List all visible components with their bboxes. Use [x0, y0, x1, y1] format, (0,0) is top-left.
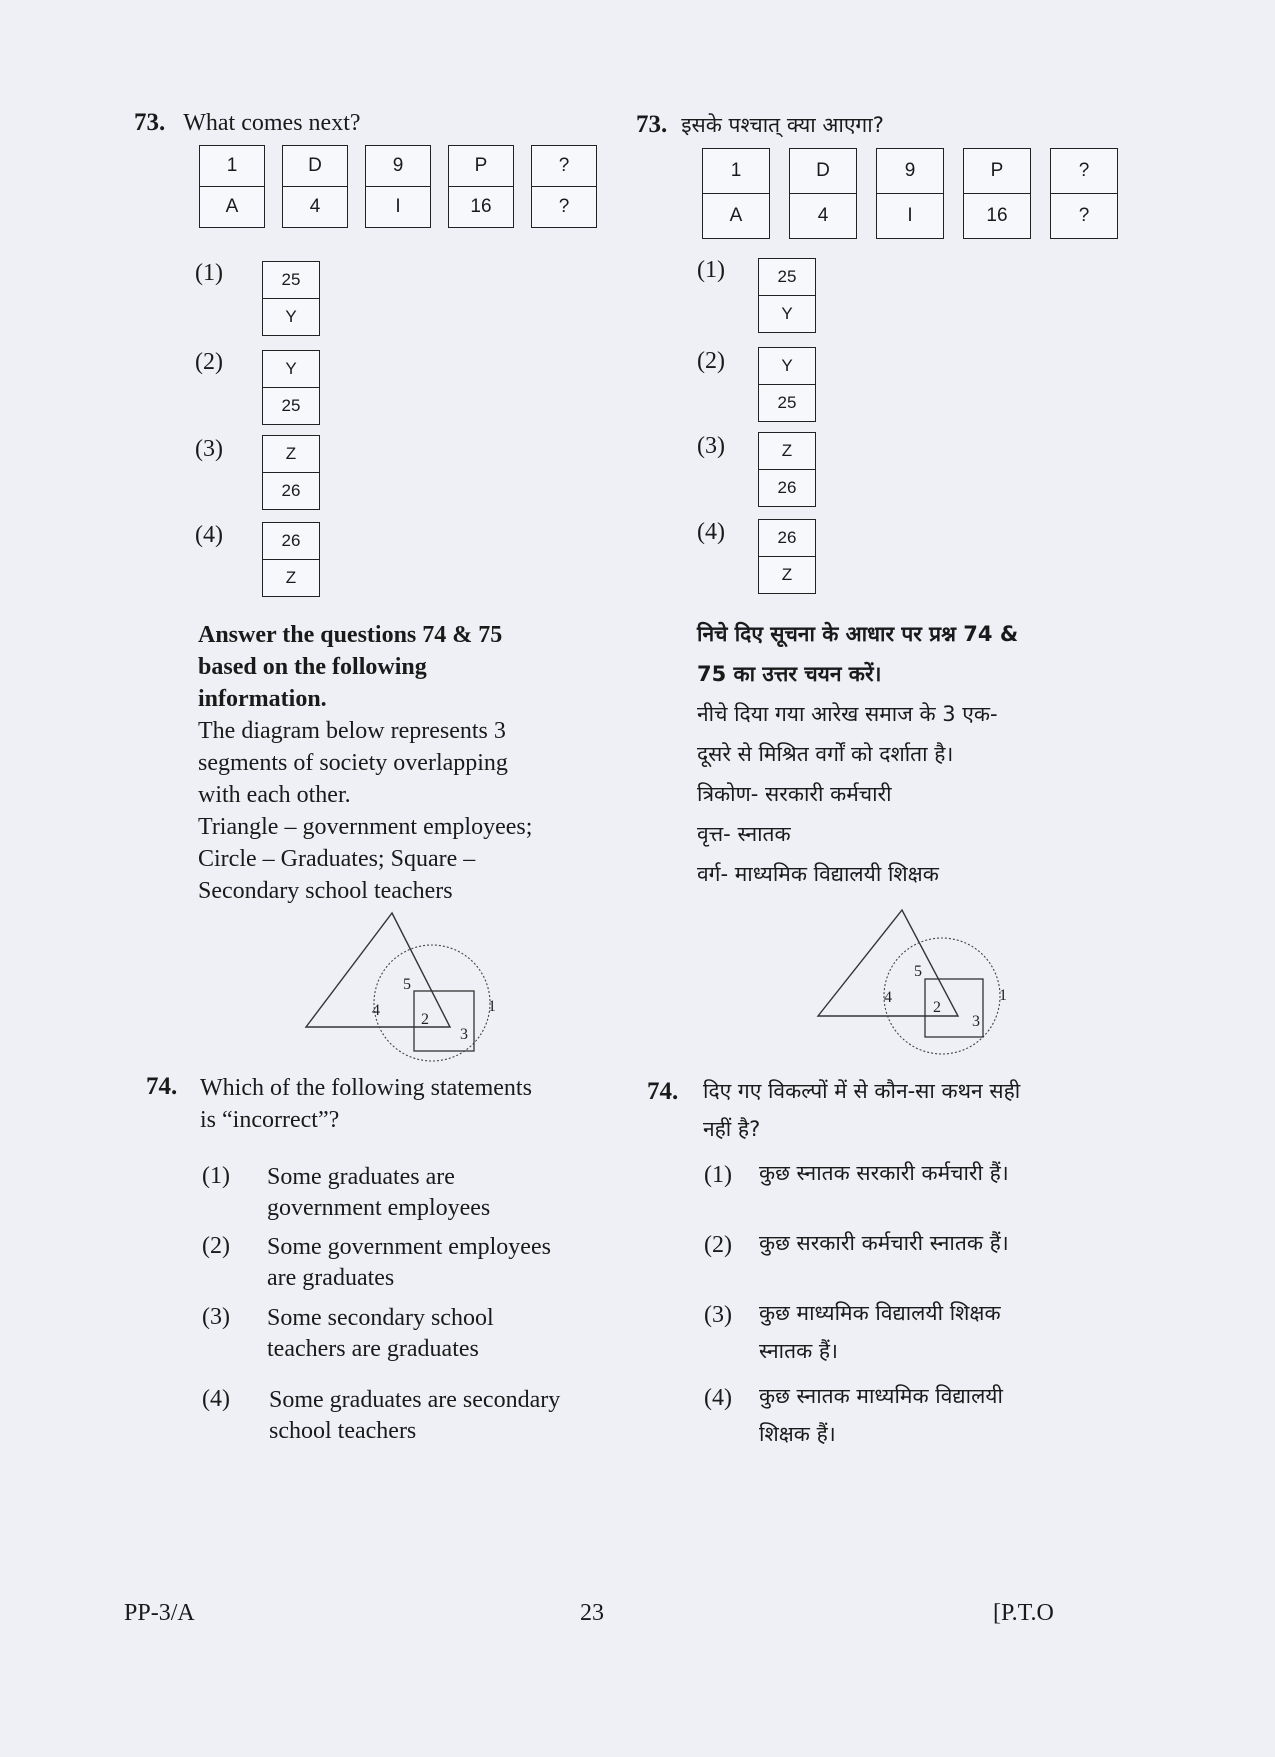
info-en: [198, 619, 598, 907]
q74-en-option-label: (4): [202, 1386, 230, 1412]
q74-en-option-text: Some secondary school teachers are graduates: [267, 1305, 494, 1362]
sequence-cell: 9 I: [365, 145, 431, 228]
q74-en-option-text: Some government employees are graduates: [267, 1234, 551, 1291]
q73-en-option-box: 26 Z: [262, 522, 320, 597]
q73-hi-option-box: Y 25: [758, 347, 816, 422]
sequence-cell: ? ?: [531, 145, 597, 228]
region-label: 1: [999, 987, 1007, 1004]
region-label: 4: [372, 1002, 380, 1019]
q73-en-option-label: (1): [195, 260, 223, 286]
venn-diagram-en: [300, 905, 530, 1065]
q74-en-option-label: (3): [202, 1304, 230, 1330]
venn-diagram-hi: [812, 902, 1042, 1062]
sequence-cell: P 16: [448, 145, 514, 228]
q73-en-option-label: (3): [195, 436, 223, 462]
page-number: 23: [580, 1600, 604, 1626]
q74-en-option-label: (2): [202, 1233, 230, 1259]
circle-shape: [374, 945, 490, 1061]
region-label: 3: [972, 1013, 980, 1030]
q74-hi-option-label: (3): [704, 1302, 732, 1328]
q74-hi-option-text: कुछ माध्यमिक विद्यालयी शिक्षक स्नातक हैं।: [759, 1301, 1001, 1363]
q74-hi-option-label: (2): [704, 1232, 732, 1258]
q73-hi-number: 73.: [636, 111, 668, 138]
sequence-cell: 1 A: [702, 148, 770, 239]
q74-hi-option-text: कुछ सरकारी कर्मचारी स्नातक हैं।: [759, 1231, 1009, 1255]
q74-en-option-text: Some graduates are secondary school teachers: [269, 1387, 561, 1444]
q73-en-number: 73.: [134, 109, 166, 136]
info-en-heading: Answer the questions 74 & 75 based on the following information.: [198, 622, 503, 712]
q73-hi-option-label: (2): [697, 348, 725, 374]
q74-hi-option-text: कुछ स्नातक सरकारी कर्मचारी हैं।: [759, 1161, 1009, 1185]
q73-en-sequence: [199, 145, 597, 228]
q73-hi-option-label: (3): [697, 433, 725, 459]
q73-hi-option-label: (4): [697, 519, 725, 545]
q73-hi-option-box: 26 Z: [758, 519, 816, 594]
sequence-cell: 9 I: [876, 148, 944, 239]
q74-hi-option-label: (1): [704, 1162, 732, 1188]
q74-en-question: Which of the following statements is “incorrect”?: [200, 1075, 532, 1133]
pto-label: [P.T.O: [993, 1600, 1054, 1626]
sequence-cell: 1 A: [199, 145, 265, 228]
q73-en-question: What comes next?: [183, 110, 361, 136]
info-hi-heading: निचे दिए सूचना के आधार पर प्रश्न 74 & 75 का उत्तर चयन करें।: [697, 622, 1019, 686]
sequence-cell: D 4: [789, 148, 857, 239]
q73-hi-heading: [636, 110, 884, 140]
info-hi: [697, 614, 1157, 894]
sequence-cell: D 4: [282, 145, 348, 228]
q73-en-option-label: (4): [195, 522, 223, 548]
q73-hi-sequence: [702, 148, 1118, 239]
region-label: 4: [884, 989, 892, 1006]
region-label: 2: [421, 1011, 429, 1028]
region-label: 1: [488, 998, 496, 1015]
q73-en-option-box: Z 26: [262, 435, 320, 510]
q74-en-option-label: (1): [202, 1163, 230, 1189]
region-label: 2: [933, 999, 941, 1016]
q74-hi-number: 74.: [647, 1078, 679, 1105]
q74-hi-option-label: (4): [704, 1385, 732, 1411]
q73-en-option-box: Y 25: [262, 350, 320, 425]
q73-hi-question: इसके पश्चात् क्या आएगा?: [681, 113, 884, 137]
q74-en-option-text: Some graduates are government employees: [267, 1164, 491, 1221]
region-label: 3: [460, 1026, 468, 1043]
q73-hi-option-label: (1): [697, 257, 725, 283]
region-label: 5: [403, 976, 411, 993]
q74-en-number: 74.: [146, 1073, 178, 1100]
sequence-cell: P 16: [963, 148, 1031, 239]
sequence-cell: ? ?: [1050, 148, 1118, 239]
q73-en-option-label: (2): [195, 349, 223, 375]
q74-hi-option-text: कुछ स्नातक माध्यमिक विद्यालयी शिक्षक हैं।: [759, 1384, 1003, 1446]
q73-hi-option-box: Z 26: [758, 432, 816, 507]
region-label: 5: [914, 963, 922, 980]
q73-hi-option-box: 25 Y: [758, 258, 816, 333]
info-hi-body: नीचे दिया गया आरेख समाज के 3 एक- दूसरे से मिश्रित वर्गों को दर्शाता है। त्रिकोण- सरकारी कर्मचारी वृत्त- स्नातक वर्ग- माध्यमिक विद्यालयी शिक्षक: [697, 702, 998, 886]
q74-hi-question: दिए गए विकल्पों में से कौन-सा कथन सही नहीं है?: [703, 1079, 1021, 1141]
q73-en-heading: [134, 107, 361, 139]
paper-code: PP-3/A: [124, 1600, 195, 1626]
q73-en-option-box: 25 Y: [262, 261, 320, 336]
info-en-body: The diagram below represents 3 segments of society overlapping with each other. Triangle – government employees; Circle – Graduates; Square – Secondary school teachers: [198, 718, 533, 904]
